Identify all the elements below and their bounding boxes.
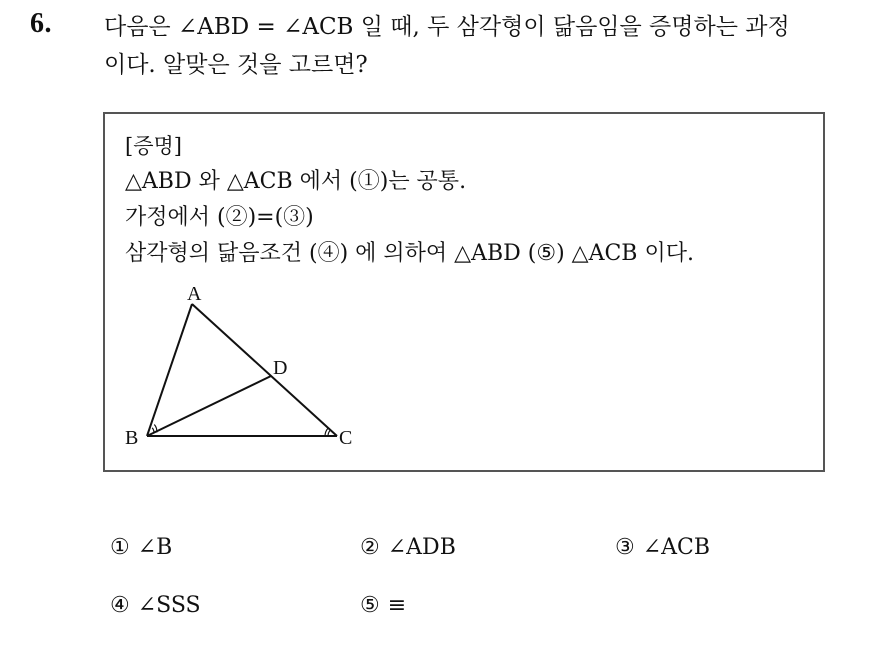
question-number: 6. (30, 8, 52, 39)
angle-marks (152, 425, 330, 437)
choice-2-text: ∠ADB (387, 535, 456, 560)
segment-bd (147, 376, 271, 436)
choice-3[interactable] (615, 535, 710, 560)
vertex-label-c: C (339, 427, 353, 449)
proof-line-2: 가정에서 (②)=(③) (125, 205, 314, 230)
choice-4-text: ∠SSS (137, 593, 201, 618)
vertex-label-b: B (125, 427, 139, 449)
choice-5-text: ≡ (387, 593, 407, 618)
choice-2[interactable] (360, 535, 456, 560)
segment-ac (192, 304, 337, 436)
segment-ab (147, 304, 192, 436)
choice-4[interactable] (110, 593, 201, 618)
choice-row-2 (110, 593, 850, 651)
choice-3-text: ∠ACB (642, 535, 711, 560)
choice-5-mark: ⑤ (360, 593, 380, 618)
triangle-figure (121, 280, 361, 460)
question-text (104, 8, 874, 84)
proof-heading: [증명] (125, 134, 182, 158)
choice-2-mark: ② (360, 535, 380, 560)
choice-1-text: ∠B (137, 535, 173, 560)
proof-line-1: △ABD 와 △ACB 에서 (①)는 공통. (125, 169, 467, 194)
vertex-label-d: D (273, 357, 288, 379)
proof-text (125, 128, 694, 272)
choice-row-1 (110, 535, 850, 593)
choice-3-mark: ③ (615, 535, 635, 560)
proof-box (103, 112, 825, 472)
choice-5[interactable] (360, 593, 406, 618)
choice-4-mark: ④ (110, 593, 130, 618)
answer-choices (110, 535, 850, 651)
choice-1[interactable] (110, 535, 172, 560)
question-line-2: 이다. 알맞은 것을 고르면? (104, 52, 368, 78)
question-line-1: 다음은 ∠ABD = ∠ACB 일 때, 두 삼각형이 닮음임을 증명하는 과정 (104, 14, 790, 40)
choice-1-mark: ① (110, 535, 130, 560)
vertex-label-a: A (187, 283, 202, 305)
proof-line-3: 삼각형의 닮음조건 (④) 에 의하여 △ABD (⑤) △ACB 이다. (125, 241, 694, 266)
